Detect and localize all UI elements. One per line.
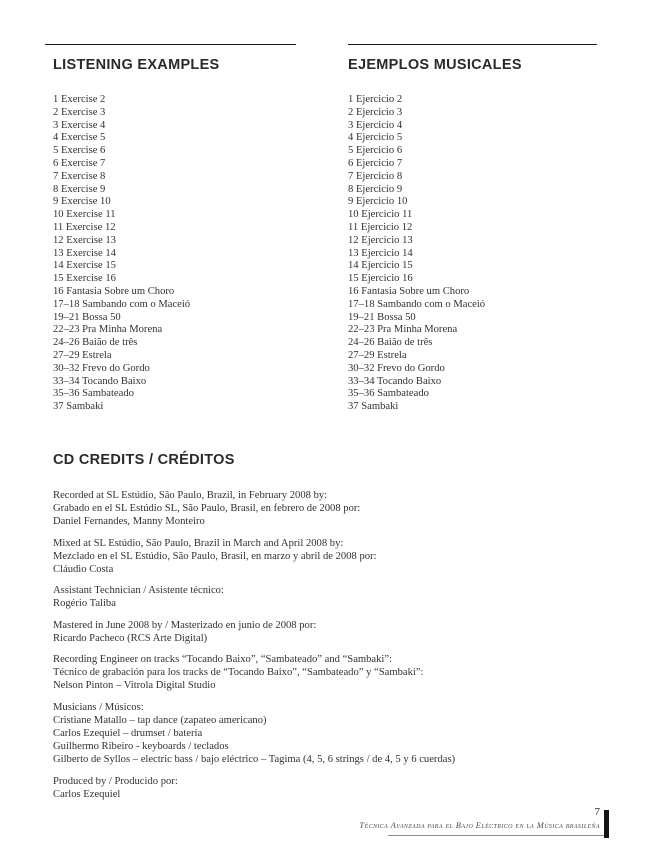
credit-paragraph	[53, 489, 598, 529]
page-number: 7	[594, 806, 600, 818]
cd-credits-section	[53, 452, 598, 809]
track-list-item: 14 Ejercicio 15	[348, 260, 413, 272]
track-list-item: 12 Ejercicio 13	[348, 234, 413, 246]
listening-examples-title: LISTENING EXAMPLES	[53, 57, 220, 73]
listening-examples-section	[53, 57, 323, 414]
track-list-item: 35–36 Sambateado	[348, 388, 429, 400]
credit-paragraph	[53, 701, 598, 767]
left-section-divider	[45, 44, 296, 45]
track-list-item: 9 Ejercicio 10	[348, 196, 408, 208]
track-list-item: 12 Exercise 13	[53, 234, 116, 246]
track-list-item: 1 Exercise 2	[53, 94, 106, 105]
track-list-item: 17–18 Sambando com o Maceió	[348, 298, 486, 310]
track-list-item: 7 Ejercicio 8	[348, 170, 403, 182]
track-list-item: 6 Ejercicio 7	[348, 157, 403, 169]
right-section-divider	[348, 44, 597, 45]
track-list-item: 14 Exercise 15	[53, 260, 116, 272]
track-list-item: 3 Exercise 4	[53, 119, 106, 131]
track-list-item: 22–23 Pra Minha Morena	[53, 324, 163, 336]
ejemplos-musicales-title: EJEMPLOS MUSICALES	[348, 57, 522, 73]
track-list-item: 22–23 Pra Minha Morena	[348, 324, 458, 336]
ejemplos-musicales-list	[348, 94, 618, 414]
credit-line: Musicians / Músicos:	[53, 701, 144, 713]
track-list-item: 10 Exercise 11	[53, 209, 116, 221]
ejemplos-musicales-section	[348, 57, 618, 414]
track-list-item: 19–21 Bossa 50	[53, 311, 121, 323]
track-list-item: 33–34 Tocando Baixo	[348, 375, 442, 387]
track-list-item: 24–26 Baião de três	[53, 337, 138, 349]
track-list-item: 4 Ejercicio 5	[348, 132, 403, 144]
track-list-item: 16 Fantasia Sobre um Choro	[53, 285, 175, 297]
credit-line: Recording Engineer on tracks “Tocando Baixo”, “Sambateado” and “Sambaki”:	[53, 654, 393, 666]
track-list-item: 10 Ejercicio 11	[348, 209, 413, 221]
footer-rule	[388, 835, 604, 836]
credit-line: Produced by / Producido por:	[53, 775, 178, 787]
track-list-item: 3 Ejercicio 4	[348, 119, 403, 131]
track-list-item: 13 Exercise 14	[53, 247, 116, 259]
credit-paragraph	[53, 537, 598, 577]
track-list-item: 35–36 Sambateado	[53, 388, 134, 400]
track-list-item: 30–32 Frevo do Gordo	[53, 362, 150, 374]
credit-paragraph	[53, 619, 598, 645]
listening-examples-list	[53, 94, 323, 414]
track-list-item: 2 Ejercicio 3	[348, 106, 403, 118]
track-list-item: 8 Exercise 9	[53, 183, 106, 195]
credit-paragraph	[53, 653, 598, 693]
track-list-item: 15 Exercise 16	[53, 273, 116, 285]
track-list-item: 11 Ejercicio 12	[348, 221, 413, 233]
track-list-item: 33–34 Tocando Baixo	[53, 375, 147, 387]
cd-credits-title: CD CREDITS / CRÉDITOS	[53, 452, 235, 468]
track-list-item: 17–18 Sambando com o Maceió	[53, 298, 191, 310]
credit-line: Rogério Taliba	[53, 598, 116, 610]
credit-line: Gilberto de Syllos – electric bass / bajo eléctrico – Tagima (4, 5, 6 strings / de 4, 5 y 6 cuerdas)	[53, 754, 456, 766]
track-list-item: 11 Exercise 12	[53, 221, 116, 233]
track-list-item: 4 Exercise 5	[53, 132, 106, 144]
track-list-item: 37 Sambaki	[53, 401, 104, 413]
credit-paragraph	[53, 775, 598, 801]
credit-line: Mastered in June 2008 by / Masterizado en junio de 2008 por:	[53, 619, 317, 631]
track-list-item: 7 Exercise 8	[53, 170, 106, 182]
track-list-item: 16 Fantasia Sobre um Choro	[348, 285, 470, 297]
credit-line: Mezclado en el SL Estúdio, São Paulo, Brasil, en marzo y abril de 2008 por:	[53, 550, 377, 562]
track-list-item: 37 Sambaki	[348, 401, 399, 413]
track-list-item: 13 Ejercicio 14	[348, 247, 413, 259]
footer-running-title: Técnica Avanzada para el Bajo Eléctrico en la Música brasileña	[359, 820, 600, 830]
credit-line: Cristiane Matallo – tap dance (zapateo americano)	[53, 714, 267, 726]
credit-line: Assistant Technician / Asistente técnico:	[53, 585, 224, 597]
track-list-item: 5 Exercise 6	[53, 145, 106, 157]
track-list-item: 24–26 Baião de três	[348, 337, 433, 349]
track-list-item: 15 Ejercicio 16	[348, 273, 413, 285]
credit-line: Carlos Ezequiel – drumset / batería	[53, 728, 203, 740]
track-list-item: 19–21 Bossa 50	[348, 311, 416, 323]
track-list-item: 27–29 Estrela	[53, 349, 112, 361]
credit-line: Daniel Fernandes, Manny Monteiro	[53, 516, 205, 528]
credit-line: Grabado en el SL Estúdio SL, São Paulo, Brasil, en febrero de 2008 por:	[53, 503, 361, 515]
credit-line: Ricardo Pacheco (RCS Arte Digital)	[53, 632, 208, 644]
credit-line: Técnico de grabación para los tracks de “Tocando Baixo”, “Sambateado” y “Sambaki”:	[53, 667, 424, 679]
credit-line: Guilhermo Ribeiro - keyboards / teclados	[53, 741, 229, 753]
track-list-item: 8 Ejercicio 9	[348, 183, 403, 195]
credit-line: Nelson Pinton – Vitrola Digital Studio	[53, 680, 216, 692]
track-list-item: 1 Ejercicio 2	[348, 94, 403, 105]
credit-line: Carlos Ezequiel	[53, 788, 121, 800]
credit-paragraph	[53, 584, 598, 610]
track-list-item: 30–32 Frevo do Gordo	[348, 362, 445, 374]
cd-credits-paragraphs	[53, 489, 598, 801]
credit-line: Cláudio Costa	[53, 564, 114, 576]
credit-line: Recorded at SL Estúdio, São Paulo, Brazil, in February 2008 by:	[53, 490, 328, 501]
track-list-item: 2 Exercise 3	[53, 106, 106, 118]
track-list-item: 6 Exercise 7	[53, 157, 106, 169]
track-list-item: 27–29 Estrela	[348, 349, 407, 361]
footer-bar	[604, 810, 609, 838]
track-list-item: 9 Exercise 10	[53, 196, 111, 208]
track-list-item: 5 Ejercicio 6	[348, 145, 403, 157]
credit-line: Mixed at SL Estúdio, São Paulo, Brazil in March and April 2008 by:	[53, 537, 344, 549]
